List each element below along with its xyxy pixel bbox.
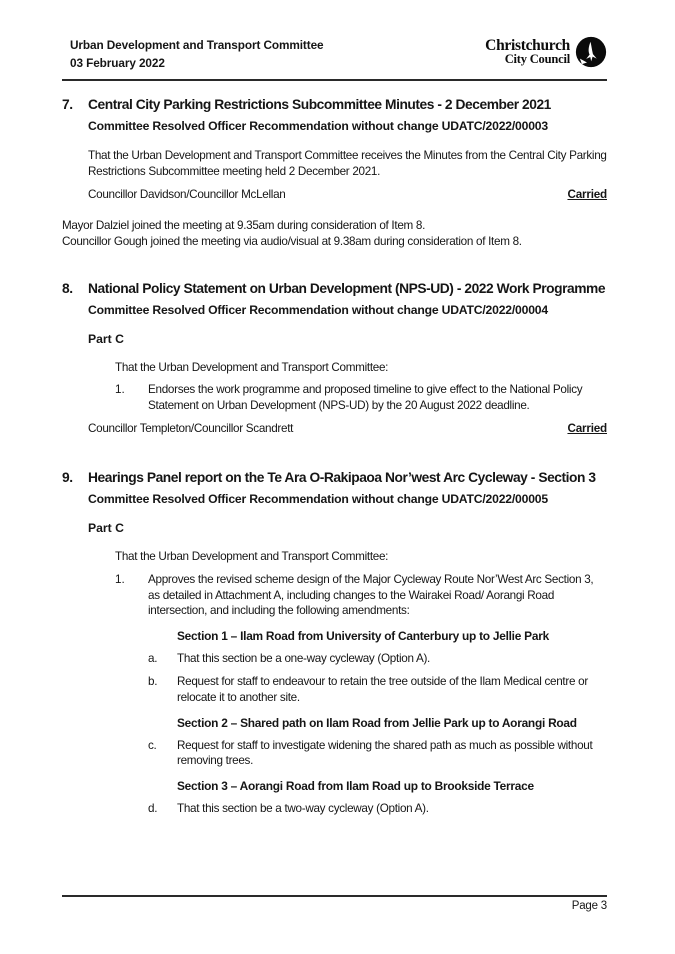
clause-marker: a. bbox=[148, 652, 158, 666]
numbered-clause bbox=[115, 572, 607, 817]
committee-name: Urban Development and Transport Committee bbox=[70, 38, 324, 52]
clause-text: Endorses the work programme and proposed timeline to give effect to the National Policy Statement on Urban Development (NPS-UD) by the 20 August 2022 deadline. bbox=[148, 383, 583, 413]
council-logo-text bbox=[485, 38, 570, 66]
item-title: Central City Parking Restrictions Subcommittee Minutes - 2 December 2021 bbox=[88, 97, 551, 112]
section-1-heading: Section 1 – Ilam Road from University of Canterbury up to Jellie Park bbox=[177, 629, 549, 644]
clause-text: That this section be a one-way cycleway (Option A). bbox=[177, 652, 430, 666]
agenda-item-9 bbox=[62, 467, 607, 817]
item-title: National Policy Statement on Urban Development (NPS-UD) - 2022 Work Programme bbox=[88, 280, 606, 296]
resolution-intro: That the Urban Development and Transport Committee: bbox=[115, 360, 389, 374]
resolution-line: Committee Resolved Officer Recommendation without change UDATC/2022/00004 bbox=[88, 302, 548, 317]
lettered-clause-a bbox=[148, 651, 607, 667]
item-number: 7. bbox=[62, 97, 73, 112]
clause-text bbox=[148, 572, 607, 817]
item-number: 9. bbox=[62, 469, 73, 485]
resolution-line: Committee Resolved Officer Recommendation without change UDATC/2022/00003 bbox=[88, 119, 548, 133]
agenda-item-7 bbox=[62, 94, 607, 203]
clause-marker: d. bbox=[148, 802, 158, 816]
item-title: Hearings Panel report on the Te Ara O-Rakipaoa Nor’west Arc Cycleway - Section 3 bbox=[88, 469, 596, 485]
lettered-clause-c bbox=[148, 738, 607, 770]
item-content bbox=[88, 467, 607, 817]
meeting-note: Mayor Dalziel joined the meeting at 9.35am during consideration of Item 8. bbox=[62, 218, 426, 232]
clause-marker: c. bbox=[148, 738, 157, 752]
item-content bbox=[88, 94, 607, 203]
page-number: Page 3 bbox=[571, 900, 607, 912]
part-label: Part C bbox=[88, 331, 124, 346]
page-header bbox=[62, 36, 607, 72]
clause-text: Request for staff to investigate widening the shared path as much as possible without removing trees. bbox=[177, 738, 593, 768]
carried-label: Carried bbox=[567, 421, 607, 435]
resolution-body bbox=[115, 549, 607, 817]
page-footer bbox=[62, 895, 607, 914]
lettered-clause-b bbox=[148, 674, 607, 706]
clause-marker: 1. bbox=[115, 572, 125, 586]
clause-text: That this section be a two-way cycleway (Option A). bbox=[177, 802, 429, 816]
section-2-heading: Section 2 – Shared path on Ilam Road from Jellie Park up to Aorangi Road bbox=[177, 715, 577, 730]
meeting-date: 03 February 2022 bbox=[70, 56, 165, 70]
meeting-notes bbox=[62, 218, 607, 250]
mover-row bbox=[88, 187, 607, 203]
resolution-intro: That the Urban Development and Transport Committee: bbox=[115, 549, 389, 563]
item-number: 8. bbox=[62, 280, 73, 296]
item-content bbox=[88, 278, 607, 437]
meeting-note: Councillor Gough joined the meeting via audio/visual at 9.38am during consideration of Item 8. bbox=[62, 234, 522, 248]
resolution-line: Committee Resolved Officer Recommendation without change UDATC/2022/00005 bbox=[88, 491, 548, 506]
logo-wordmark-line1: Christchurch bbox=[485, 37, 570, 54]
clause-text: Request for staff to endeavour to retain the tree outside of the Ilam Medical centre or relocate it to another site. bbox=[177, 674, 588, 704]
section-3-heading: Section 3 – Aorangi Road from Ilam Road up to Brookside Terrace bbox=[177, 779, 534, 794]
carried-label: Carried bbox=[567, 187, 607, 201]
mover-row bbox=[88, 421, 607, 437]
numbered-clause bbox=[115, 382, 607, 414]
clause-marker: 1. bbox=[115, 383, 125, 397]
clause-marker: b. bbox=[148, 674, 158, 688]
clause-paragraph: Approves the revised scheme design of the Major Cycleway Route Nor’West Arc Section 3, as detailed in Attachment A, including changes to the Wairakei Road/ Aorangi Road intersection, and including the following amendments: bbox=[148, 572, 594, 618]
header-divider bbox=[62, 79, 607, 81]
part-label: Part C bbox=[88, 520, 124, 535]
movers-names: Councillor Davidson/Councillor McLellan bbox=[88, 187, 286, 201]
movers-names: Councillor Templeton/Councillor Scandrett bbox=[88, 421, 294, 435]
agenda-item-8 bbox=[62, 278, 607, 437]
council-logo bbox=[485, 36, 607, 68]
resolution-body: That the Urban Development and Transport Committee receives the Minutes from the Central City Parking Restrictions Subcommittee meeting held 2 December 2021. bbox=[88, 149, 607, 178]
council-emblem-icon bbox=[575, 36, 607, 68]
resolution-body bbox=[115, 360, 607, 414]
logo-wordmark-line2: City Council bbox=[504, 52, 570, 66]
header-meta bbox=[70, 36, 324, 72]
lettered-clause-d bbox=[148, 801, 607, 817]
